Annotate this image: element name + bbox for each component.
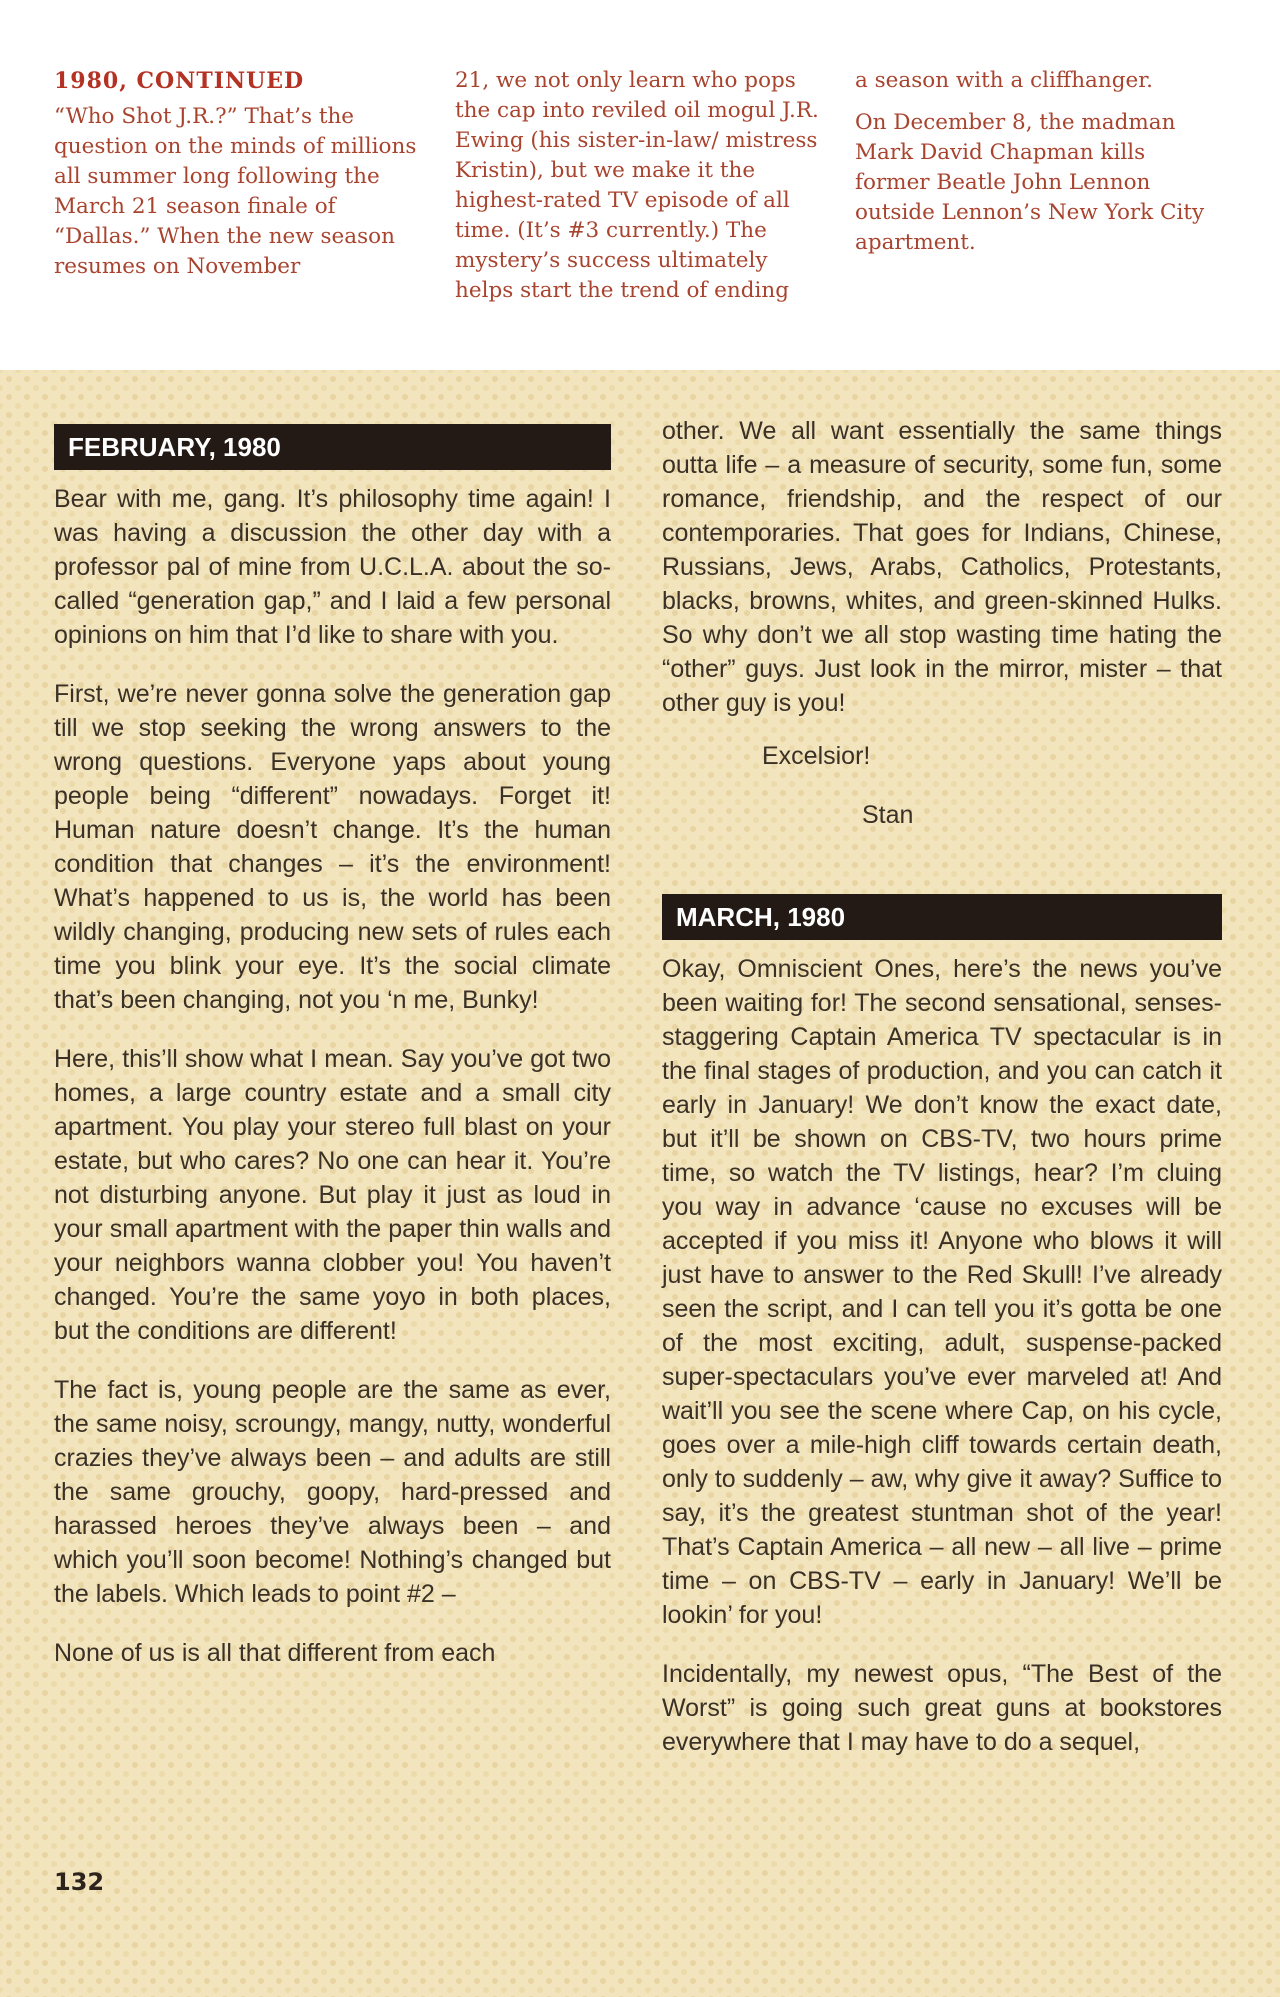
paragraph: First, we’re never gonna solve the generation gap till we stop seeking the wrong answers to the wrong questions. Everyone yaps about young people being “different” nowadays. Forget it! Human nature doesn’t change. It’s the human condition that changes – it’s the environment! What’s happened to us is, the world has been wildly changing, producing new sets of rules each time you blink your eye. It’s the social climate that’s been changing, not you ‘n me, Bunky! [54,680,611,1014]
paragraph: Okay, Omniscient Ones, here’s the news you’ve been waiting for! The second sensational, senses-staggering Captain America TV spectacular is in the final stages of production, and you can catch it early in January! We don’t know the exact date, but it’ll be shown on CBS-TV, two hours prime time, so watch the TV listings, hear? I’m cluing you way in advance ‘cause no excuses will be accepted if you miss it! Anyone who blows it will just have to answer to the Red Skull! I’ve already seen the script, and I can tell you it’s gotta be one of the most exciting, adult, suspense-packed super-spectaculars you’ve ever marveled at! And wait’ll you see the scene where Cap, on his cycle, goes over a mile-high cliff towards certain death, only to suddenly – aw, why give it away? Suffice to say, it’s the greatest stuntman shot of the year! That’s Captain America – all new – all live – prime time – on CBS-TV – early in January! We’ll be lookin’ for you! [662,955,1222,1629]
page-number: 132 [54,1868,105,1896]
paragraph: None of us is all that different from each [54,1639,496,1667]
sidebar-text: a season with a cliffhanger. [855,68,1153,93]
sidebar-column-1 [54,66,424,294]
sidebar-heading: 1980, CONTINUED [54,68,305,94]
sidebar-band [0,0,1280,370]
paragraph: Bear with me, gang. It’s philosophy time again! I was having a discussion the other day with a professor pal of mine from U.C.L.A. about the so-called “generation gap,” and I laid a few personal opinions on him that I’d like to share with you. [54,485,611,649]
sidebar-column-2 [455,66,825,318]
signoff: Excelsior! [762,742,871,770]
paragraph: The fact is, young people are the same as ever, the same noisy, scroungy, mangy, nutty, wonderful crazies they’ve always been – and adults are still the same grouchy, goopy, hard-pressed and harassed heroes they’ve always been – and which you’ll soon become! Nothing’s changed but the labels. Which leads to point #2 – [54,1376,611,1608]
signature: Stan [862,801,914,829]
paragraph: Incidentally, my newest opus, “The Best of the Worst” is going such great guns at bookstores everywhere that I may have to do a sequel, [662,1660,1222,1756]
sidebar-text: 21, we not only learn who pops the cap into reviled oil mogul J.R. Ewing (his sister-in-law/ mistress Kristin), but we make it the highest-rated TV episode of all time. (It’s #3 currently.) The mystery’s success ultimately helps start the trend of ending [455,68,819,303]
section-header-february: FEBRUARY, 1980 [54,424,611,470]
sidebar-text: On December 8, the madman Mark David Chapman kills former Beatle John Lennon outside Lennon’s New York City apartment. [855,110,1205,255]
paragraph: Here, this’ll show what I mean. Say you’ve got two homes, a large country estate and a small city apartment. You play your stereo full blast on your estate, but who cares? No one can hear it. You’re not disturbing anyone. But play it just as loud in your small apartment with the paper thin walls and your neighbors wanna clobber you! You haven’t changed. You’re the same yoyo in both places, but the conditions are different! [54,1045,611,1345]
right-column [662,414,1222,1784]
left-column [54,410,611,1695]
paragraph: other. We all want essentially the same things outta life – a measure of security, some fun, some romance, friendship, and the respect of our contemporaries. That goes for Indians, Chinese, Russians, Jews, Arabs, Catholics, Protestants, blacks, browns, whites, and green-skinned Hulks. So why don’t we all stop wasting time hating the “other” guys. Just look in the mirror, mister – that other guy is you! [662,417,1222,717]
sidebar-text: “Who Shot J.R.?” That’s the question on the minds of millions all summer long following the March 21 season finale of “Dallas.” When the new season resumes on November [54,104,417,279]
sidebar-column-3 [855,66,1225,270]
section-header-march: MARCH, 1980 [662,894,1222,940]
